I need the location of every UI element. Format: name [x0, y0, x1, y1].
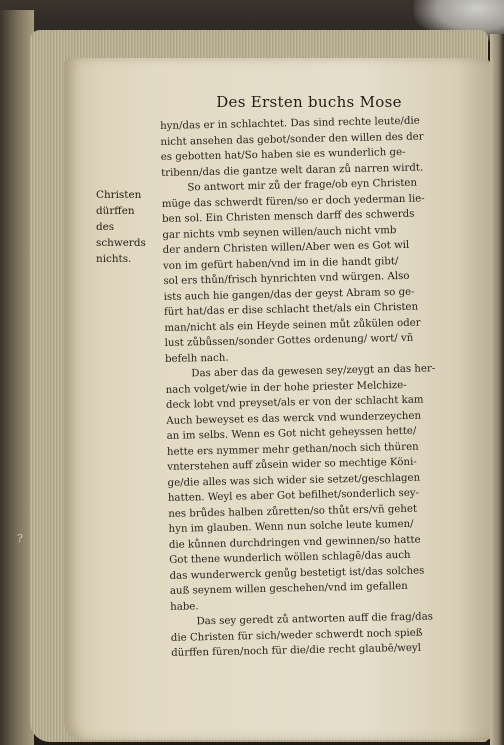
- text-line: es gebotten hat/So haben sie es wunderlich ge-: [160, 146, 406, 163]
- text-line: Das aber das da gewesen sey/zeygt an das her-: [191, 363, 436, 380]
- text-line: Auch beweyset es das werck vnd wunderzeychen: [166, 410, 422, 427]
- text-line: an im selbs. Wenn es Got nicht geheyssen hette/: [166, 425, 417, 442]
- text-line: sol ers thůn/frisch hynrichten vnd würgen. Also: [163, 270, 410, 287]
- text-line: ben sol. Ein Christen mensch darff des schwerds: [161, 208, 415, 225]
- text-line: das wunderwerck genůg bestetigt ist/das solches: [169, 565, 425, 582]
- text-line: man/nicht als ein Heyde seinen můt zůkülen oder: [164, 317, 421, 334]
- text-line: hatten. Weyl es aber Got befilhet/sonderlich sey-: [167, 487, 420, 504]
- gutter-mark: ?: [17, 532, 23, 545]
- text-line: hyn im glauben. Wenn nun solche leute kumen/: [168, 518, 414, 535]
- page-right-edge: [490, 34, 504, 745]
- text-line: nach volget/wie in der hohe priester Melchize-: [165, 379, 407, 396]
- text-line: deck lobt vnd preyset/als er von der schlacht kam: [165, 394, 424, 411]
- text-line: müge das schwerdt füren/so er doch yederman lie-: [161, 192, 425, 210]
- text-line: gar nichts vmb seynen willen/auch nicht vmb: [162, 224, 397, 241]
- text-line: Das sey geredt zů antworten auff die frag/das: [196, 611, 434, 628]
- marginal-line: nichts.: [96, 253, 132, 265]
- text-line: hette ers nymmer mehr gethan/noch sich thüren: [166, 441, 419, 458]
- running-head: Des Ersten buchs Mose: [216, 93, 402, 111]
- book-binding-edge: [0, 10, 34, 745]
- text-line: fürt hat/das er dise schlacht thet/als ein Christen: [163, 301, 419, 318]
- text-line: habe.: [170, 600, 199, 613]
- text-line: vnterstehen auff zůsein wider so mechtige Köni-: [167, 456, 417, 473]
- text-line: der andern Christen willen/Aber wen es Got wil: [162, 239, 410, 256]
- text-line: auß seynem willen geschehen/vnd im gefallen: [169, 580, 408, 597]
- text-line: ists auch hie gangen/das der geyst Abram so ge-: [163, 286, 415, 303]
- text-line: Got thene wunderlich wöllen schlagē/das auch: [169, 549, 411, 566]
- text-line: die kůnnen durchdringen vnd gewinnen/so hatte: [168, 534, 421, 551]
- text-line: hyn/das er in schlachtet. Das sind rechte leute/die: [160, 115, 420, 132]
- text-line: dürffen füren/noch für die/die recht glaubē/weyl: [171, 642, 422, 659]
- body-text: [160, 113, 471, 662]
- text-line: So antwort mir zů der frage/ob eyn Christen: [187, 177, 418, 194]
- text-line: tribenn/das die gantze welt daran zů narren wirdt.: [161, 162, 424, 179]
- text-line: nes brůdes halben zůretten/so thůt ers/vñ gehet: [168, 503, 418, 520]
- text-line: lust zůbůssen/sonder Gottes ordenung/ wort/ vñ: [164, 332, 414, 349]
- text-line: nicht ansehen das gebot/sonder den willen des der: [160, 130, 424, 148]
- marginal-line: schwerds: [96, 237, 146, 249]
- marginal-line: des: [96, 221, 115, 233]
- text-line: die Christen für sich/weder schwerdt noch spieß: [170, 627, 423, 644]
- marginal-line: dürffen: [96, 205, 135, 217]
- text-line: befelh nach.: [164, 352, 229, 365]
- text-line: von im gefürt haben/vnd im in die handt gibt/: [162, 255, 399, 272]
- marginal-note: [96, 187, 160, 267]
- text-line: ge/die alles was sich wider sie setzet/geschlagen: [167, 472, 421, 489]
- marginal-line: Christen: [96, 189, 142, 201]
